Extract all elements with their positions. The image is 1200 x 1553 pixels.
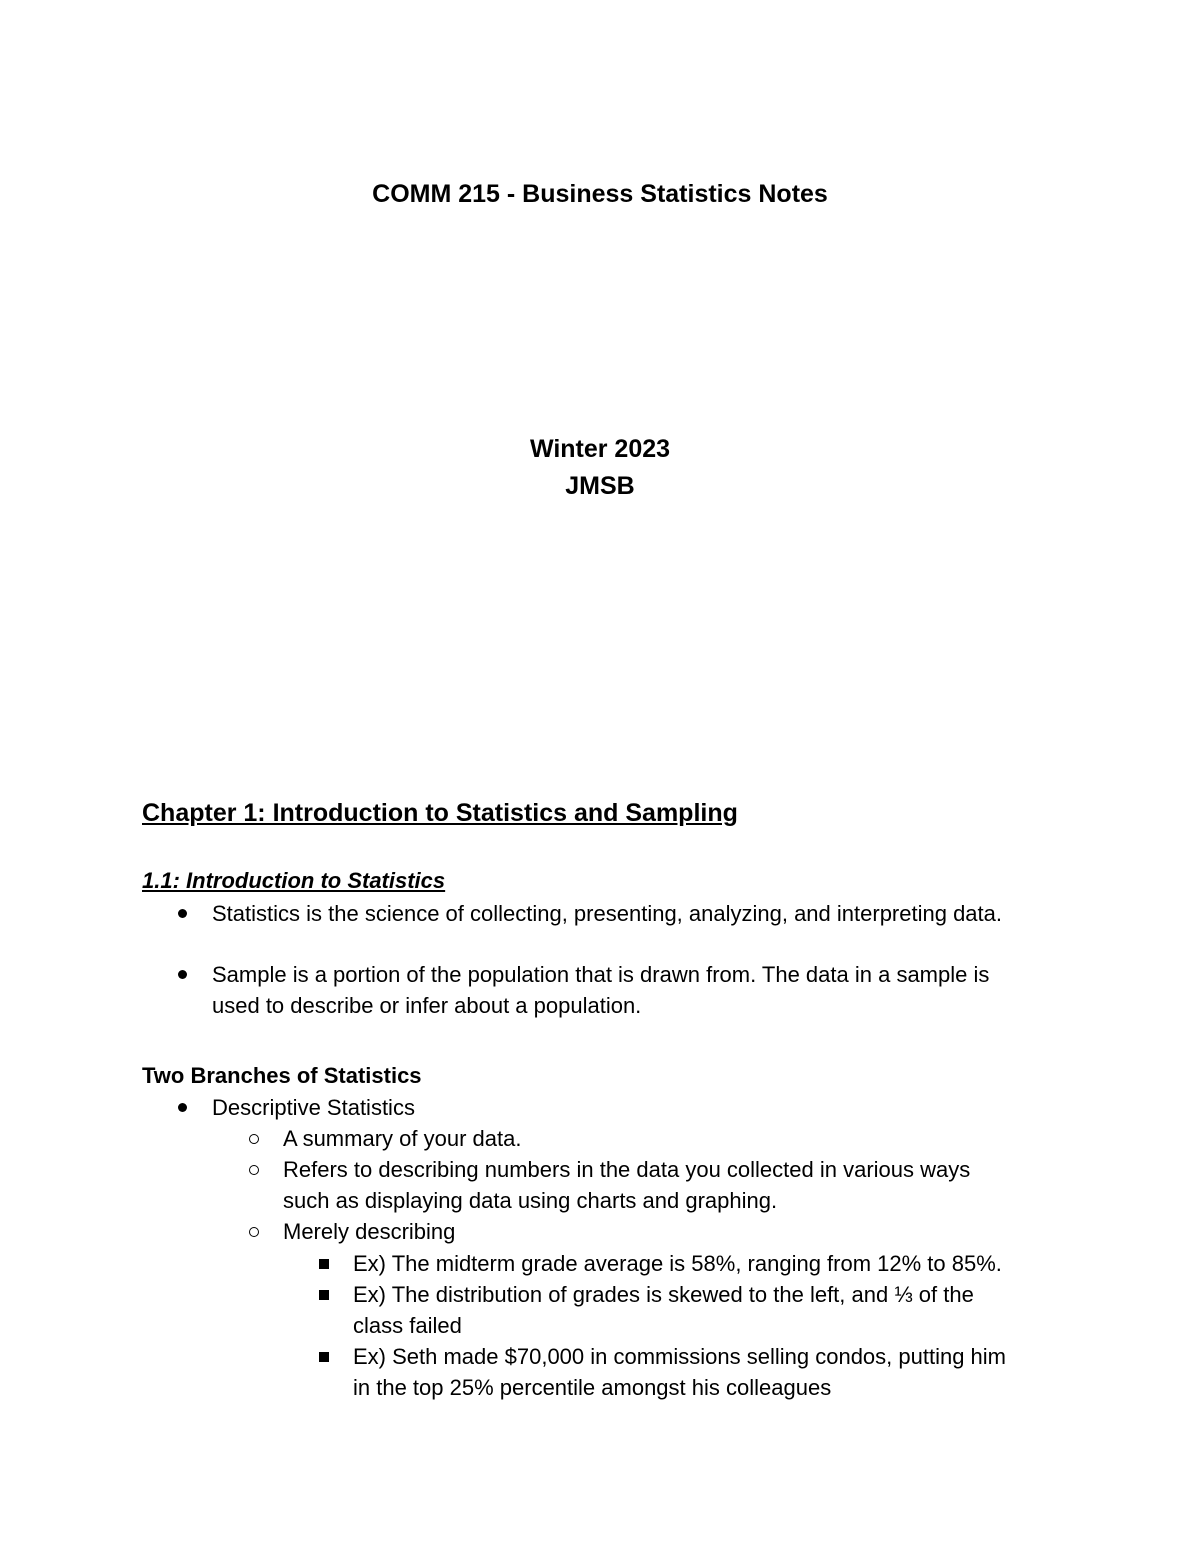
list-item: Sample is a portion of the population that is drawn from. The data in a sample is — [212, 962, 990, 987]
bullet-disc-icon — [172, 959, 192, 990]
bullet-disc-icon — [172, 898, 192, 929]
section-heading: 1.1: Introduction to Statistics — [142, 868, 446, 893]
list-item: Ex) The midterm grade average is 58%, ranging from 12% to 85%. — [353, 1251, 1002, 1276]
bullet-square-icon — [314, 1341, 334, 1372]
list-item-continuation: class failed — [353, 1313, 462, 1338]
list-item-continuation: used to describe or infer about a population. — [212, 993, 642, 1018]
school-label: JMSB — [565, 472, 635, 500]
list-item: Descriptive Statistics — [212, 1095, 415, 1120]
list-item: A summary of your data. — [283, 1126, 522, 1151]
bullet-circle-icon — [244, 1123, 264, 1154]
list-item: Ex) Seth made $70,000 in commissions selling condos, putting him — [353, 1344, 1007, 1369]
subsection-heading: Two Branches of Statistics — [142, 1063, 422, 1088]
bullet-square-icon — [314, 1279, 334, 1310]
list-item-continuation: in the top 25% percentile amongst his colleagues — [353, 1375, 832, 1400]
list-item: Merely describing — [283, 1219, 456, 1244]
document-title: COMM 215 - Business Statistics Notes — [372, 180, 828, 208]
bullet-circle-icon — [244, 1216, 264, 1247]
list-item: Refers to describing numbers in the data you collected in various ways — [283, 1157, 971, 1182]
bullet-circle-icon — [244, 1154, 264, 1185]
chapter-heading: Chapter 1: Introduction to Statistics and Sampling — [142, 799, 738, 827]
term-label: Winter 2023 — [529, 435, 671, 463]
list-item: Ex) The distribution of grades is skewed to the left, and ⅓ of the — [353, 1282, 974, 1307]
list-item: Statistics is the science of collecting, presenting, analyzing, and interpreting data. — [212, 901, 1003, 926]
list-item-continuation: such as displaying data using charts and graphing. — [283, 1188, 778, 1213]
bullet-square-icon — [314, 1248, 334, 1279]
bullet-disc-icon — [172, 1092, 192, 1123]
